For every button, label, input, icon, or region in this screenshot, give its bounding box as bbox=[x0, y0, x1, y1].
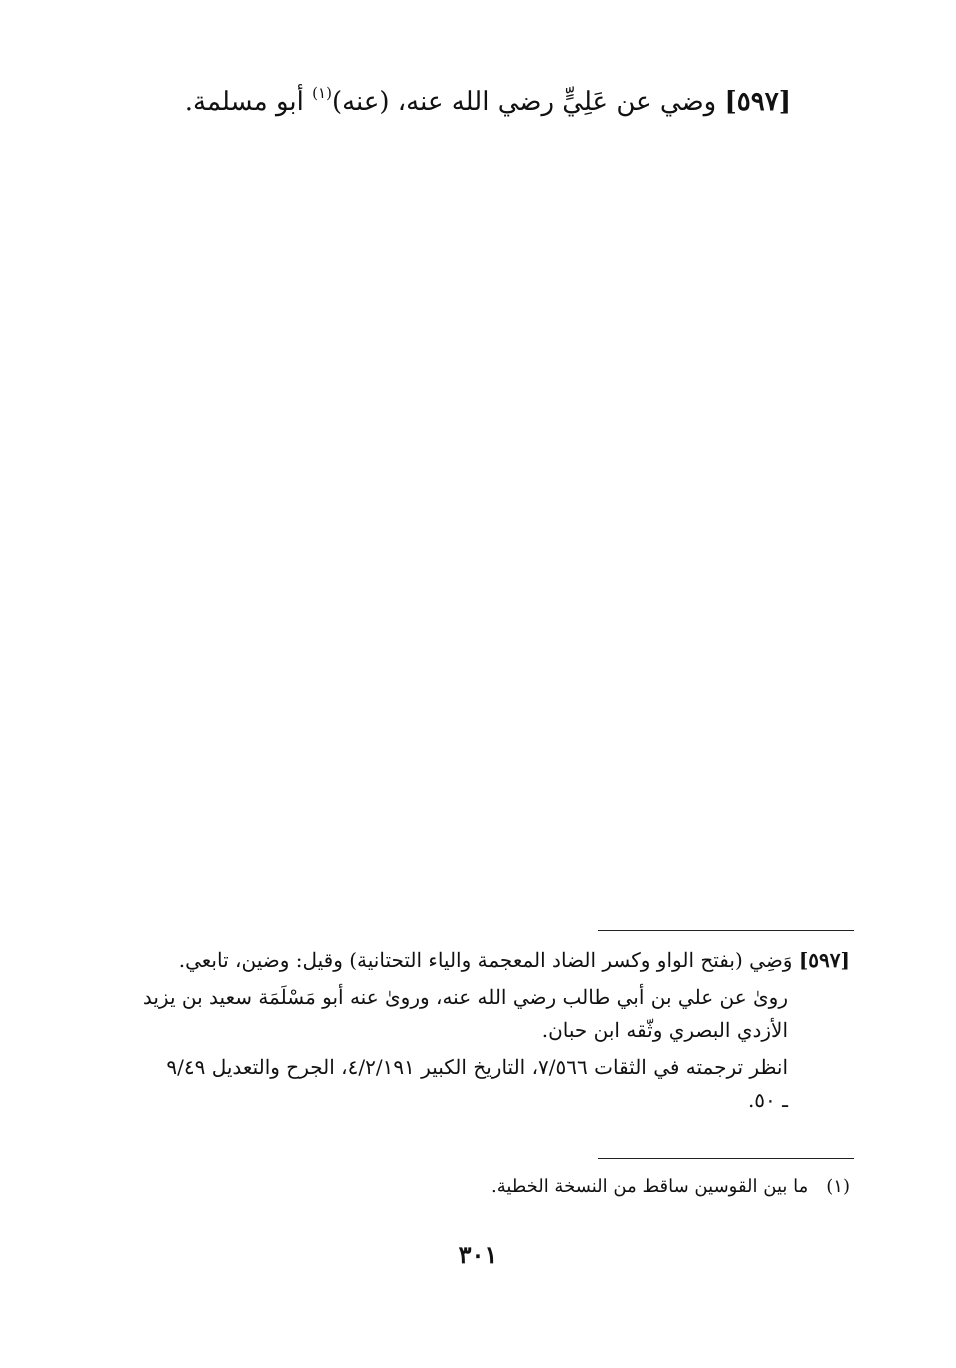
commentary-text: وَضِي (بفتح الواو وكسر الضاد المعجمة والياء التحتانية) وقيل: وضين، تابعي. bbox=[178, 948, 793, 972]
footnote-number: (١) bbox=[826, 1176, 850, 1197]
entry-number: [٥٩٧] bbox=[724, 87, 791, 117]
footnote-text: ما بين القوسين ساقط من النسخة الخطية. bbox=[491, 1176, 809, 1197]
footnote-separator bbox=[598, 1158, 854, 1159]
entry-text: وضي عن عَلِيٍّ رضي الله عنه، (عنه) bbox=[331, 87, 717, 117]
footnote bbox=[110, 1172, 850, 1202]
commentary-line: ـ ٥٠. bbox=[747, 1088, 788, 1112]
commentary-line: انظر ترجمته في الثقات ٧/٥٦٦، التاريخ الكبير ٤/٢/١٩١، الجرح والتعديل ٩/٤٩ bbox=[166, 1055, 788, 1079]
commentary-number: [٥٩٧] bbox=[798, 948, 850, 972]
main-entry bbox=[151, 82, 791, 122]
commentary-paragraph bbox=[110, 981, 850, 1047]
commentary-line bbox=[110, 944, 850, 977]
commentary-paragraph bbox=[110, 1051, 850, 1117]
commentary-separator bbox=[598, 930, 854, 931]
commentary-block bbox=[110, 944, 850, 1117]
footnote-marker: (١) bbox=[312, 84, 332, 102]
commentary-line: روىٰ عن علي بن أبي طالب رضي الله عنه، وروىٰ عنه أبو مَسْلَمَة سعيد بن يزيد bbox=[142, 985, 788, 1009]
commentary-line: الأزدي البصري وثّقه ابن حبان. bbox=[541, 1018, 788, 1042]
entry-text-continued: أبو مسلمة. bbox=[184, 87, 313, 117]
page-number: ٣٠١ bbox=[458, 1240, 498, 1269]
